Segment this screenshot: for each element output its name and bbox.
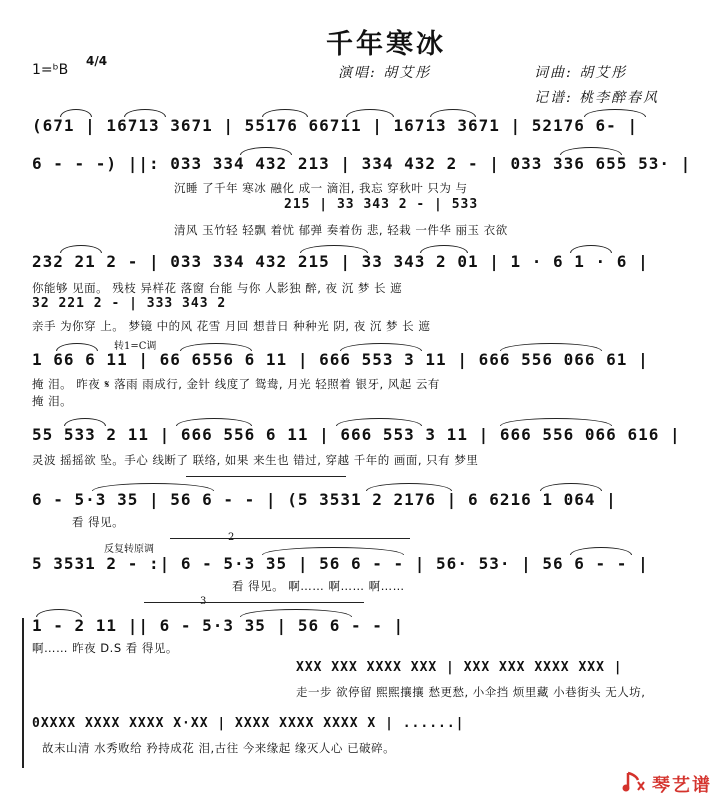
score-line-1: (671 | 16713 3671 | 55176 66711 | 16713 3671 | 52176 6- |: [32, 116, 639, 135]
score-line-6: 6 - 5·3 35 | 56 6 - - | (5 3531 2 2176 | 6 6216 1 064 |: [32, 490, 617, 509]
rhythm-line-1: XXX XXX XXXX XXX | XXX XXX XXXX XXX |: [296, 660, 623, 675]
slur: [262, 109, 308, 117]
score-line-3b: 32 221 2 - | 333 343 2: [32, 296, 227, 311]
slur: [340, 343, 422, 351]
slur: [584, 109, 646, 117]
transcriber-credit: 记谱: 桃李醉春风: [534, 90, 660, 106]
system-bracket: [22, 618, 24, 768]
volta-3-line: [144, 602, 364, 603]
song-title: 千年寒冰: [326, 29, 446, 60]
slur: [92, 483, 214, 491]
slur: [346, 109, 394, 117]
score-line-2: 6 - - -) ||: 033 334 432 213 | 334 432 2 - | 033 336 655 53· |: [32, 154, 692, 173]
score-line-3: 232 21 2 - | 033 334 432 215 | 33 343 2 01 | 1 · 6 1 · 6 |: [32, 252, 649, 271]
slur: [570, 245, 612, 253]
slur: [240, 609, 352, 617]
lyrics-line-7: 看 得见。 啊…… 啊…… 啊……: [232, 579, 405, 593]
time-signature-text: 4/4: [86, 54, 108, 68]
volta-2-line: [170, 538, 410, 539]
slur: [420, 245, 468, 253]
slur: [500, 418, 612, 426]
modulation-note: 转1=C调: [114, 341, 157, 352]
slur: [176, 418, 252, 426]
rhythm-lyrics-1: 走一步 欲停留 熙熙攘攘 愁更愁, 小伞挡 烦里藏 小巷街头 无人坊,: [296, 685, 646, 699]
score-line-5: 55 533 2 11 | 666 556 6 11 | 666 553 3 11 | 666 556 066 616 |: [32, 425, 681, 444]
volta-line: [186, 476, 346, 477]
lyrics-line-3a: 你能够 见面。 残枝 异样花 落窗 台能 与你 人影独 醉, 夜 沉 梦 长 遮: [32, 281, 403, 295]
score-line-4: 1 66 6 11 | 66 6556 6 11 | 666 553 3 11 | 666 556 066 61 |: [32, 350, 649, 369]
slur: [56, 343, 98, 351]
slur: [336, 418, 422, 426]
lyrics-line-3b: 亲手 为你穿 上。 梦镜 中的风 花雪 月回 想昔日 种种光 阴, 夜 沉 梦 长 遮: [32, 319, 431, 333]
slur: [366, 483, 452, 491]
watermark-logo: [622, 770, 716, 794]
slur: [540, 483, 602, 491]
slur: [430, 109, 476, 117]
rhythm-lyrics-2: 故末山清 水秀败给 矜持成花 泪,古往 今来缘起 缘灭人心 已破碎。: [42, 741, 396, 755]
key-signature: 1=ᵇB: [32, 62, 69, 78]
watermark-text: 琴艺谱: [652, 775, 712, 796]
time-signature: [86, 56, 107, 67]
slur: [60, 109, 92, 117]
score-line-7: 5 3531 2 - :| 6 - 5·3 35 | 56 6 - - | 56· 53· | 56 6 - - |: [32, 554, 649, 573]
slur: [262, 547, 404, 555]
composer-credit: 词曲: 胡艾彤: [534, 65, 628, 81]
lyrics-line-8: 啊…… 昨夜 D.S 看 得见。: [32, 641, 178, 655]
slur: [64, 418, 106, 426]
lyrics-line-4b: 掩 泪。: [32, 394, 73, 408]
score-line-2b: 215 | 33 343 2 - | 533: [284, 197, 479, 212]
slur: [180, 343, 252, 351]
slur: [570, 547, 632, 555]
lyrics-line-2a: 沉睡 了千年 寒冰 融化 成一 滴泪, 我忘 穿秋叶 只为 与: [174, 181, 468, 195]
lyrics-line-2b: 清风 玉竹轻 轻飘 着忧 郁弹 奏着伤 悲, 轻栽 一件华 丽玉 衣欲: [174, 223, 508, 237]
slur: [124, 109, 166, 117]
rhythm-line-2: 0XXXX XXXX XXXX X·XX | XXXX XXXX XXXX X | ......|: [32, 716, 465, 731]
singer-credit: 演唱: 胡艾彤: [338, 65, 432, 81]
score-line-8: 1 - 2 11 || 6 - 5·3 35 | 56 6 - - |: [32, 616, 405, 635]
lyrics-line-6: 看 得见。: [72, 515, 125, 529]
repeat-modulation-note: 反复转原调: [104, 544, 154, 555]
slur: [60, 245, 102, 253]
lyrics-line-5: 灵波 摇摇欲 坠。手心 线断了 联络, 如果 来生也 错过, 穿越 千年的 画面, 只有 梦里: [32, 453, 479, 467]
slur: [500, 343, 602, 351]
slur: [36, 609, 82, 617]
slur: [560, 147, 622, 155]
slur: [300, 245, 368, 253]
lyrics-line-4a: 掩 泪。 昨夜 𝄋 落雨 雨成行, 金针 线度了 鸳鸯, 月光 轻照着 银牙, 风起 云有: [32, 377, 440, 391]
slur: [240, 147, 292, 155]
